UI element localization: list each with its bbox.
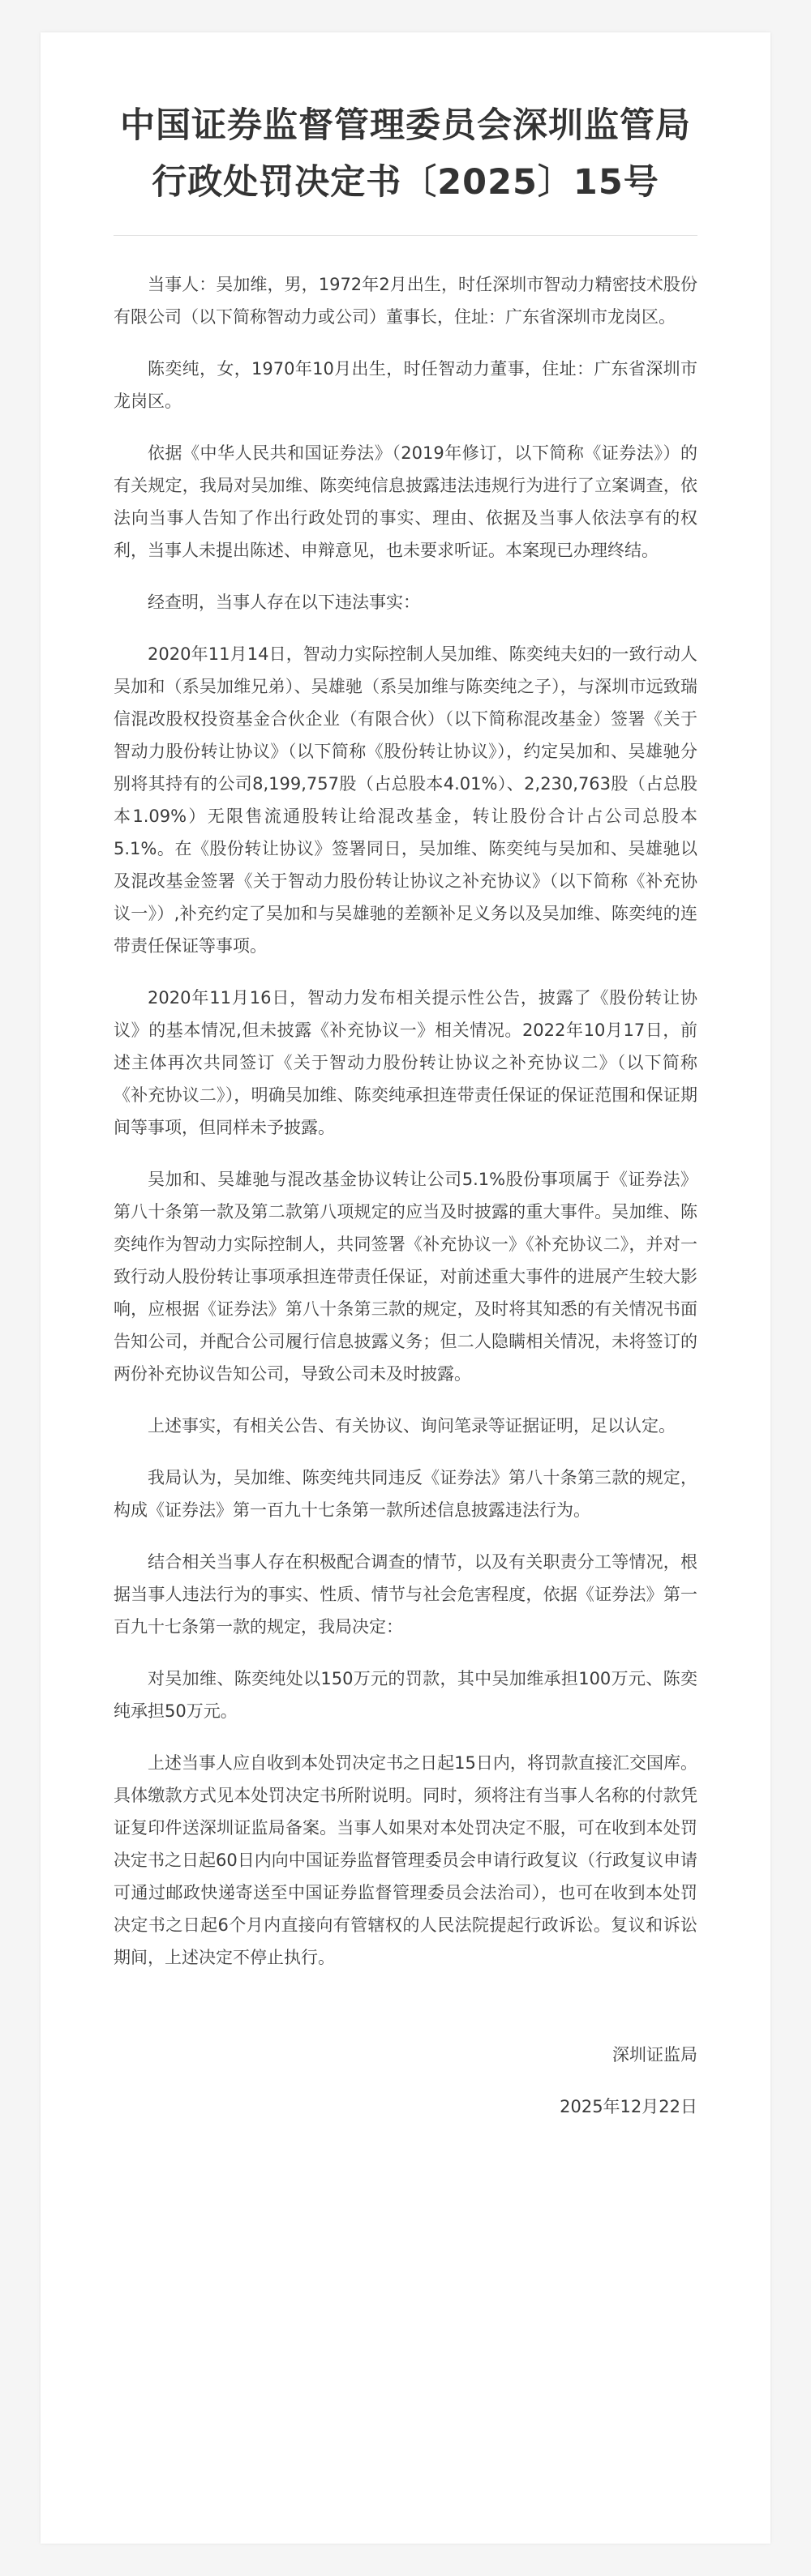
paragraph-decision-basis: 结合相关当事人存在积极配合调查的情节，以及有关职责分工等情况，根据当事人违法行为的事实、性质、情节与社会危害程度，依据《证券法》第一百九十七条第一款的规定，我局决定： bbox=[114, 1552, 697, 1637]
issue-date: 2025年12月22日 bbox=[560, 2097, 697, 2116]
paragraph-fact-1: 2020年11月14日，智动力实际控制人吴加维、陈奕纯夫妇的一致行动人吴加和（系吴加维兄弟）、吴雄驰（系吴加维与陈奕纯之子），与深圳市远致瑞信混改股权投资基金合伙企业（有限合伙）（以下简称混改基金）签署《关于智动力股份转让协议》（以下简称《股份转让协议》），约定吴加和、吴雄驰分别将其持有的公司8,199,757股（占总股本4.01%）、2,230,763股（占总股本1.09%）无限售流通股转让给混改基金，转让股份合计占公司总股本5.1%。在《股份转让协议》签署同日，吴加维、陈奕纯与吴加和、吴雄驰以及混改基金签署《关于智动力股份转让协议之补充协议》（以下简称《补充协议一》）,补充约定了吴加和与吴雄驰的差额补足义务以及吴加维、陈奕纯的连带责任保证等事项。 bbox=[114, 644, 697, 956]
paragraph-payment-and-appeal: 上述当事人应自收到本处罚决定书之日起15日内，将罚款直接汇交国库。具体缴款方式见本处罚决定书所附说明。同时，须将注有当事人名称的付款凭证复印件送深圳证监局备案。当事人如果对本处罚决定不服，可在收到本处罚决定书之日起60日内向中国证券监督管理委员会申请行政复议（行政复议申请可通过邮政快递寄送至中国证券监督管理委员会法治司），也可在收到本处罚决定书之日起6个月内直接向有管辖权的人民法院提起行政诉讼。复议和诉讼期间，上述决定不停止执行。 bbox=[114, 1753, 697, 1967]
paragraph-findings-intro: 经查明，当事人存在以下违法事实： bbox=[148, 593, 420, 612]
paragraph-evidence: 上述事实，有相关公告、有关协议、询问笔录等证据证明，足以认定。 bbox=[148, 1416, 676, 1436]
title-divider bbox=[114, 235, 697, 236]
paragraph-opinion: 我局认为，吴加维、陈奕纯共同违反《证券法》第八十条第三款的规定，构成《证券法》第一百九十七条第一款所述信息披露违法行为。 bbox=[114, 1468, 697, 1520]
issuer-signature: 深圳证监局 bbox=[612, 2045, 697, 2065]
title-line-1: 中国证券监督管理委员会深圳监管局 bbox=[120, 105, 691, 146]
paragraph-party-1: 当事人：吴加维，男，1972年2月出生，时任深圳市智动力精密技术股份有限公司（以下简称智动力或公司）董事长，住址：广东省深圳市龙岗区。 bbox=[114, 275, 697, 327]
paragraph-fact-3: 吴加和、吴雄驰与混改基金协议转让公司5.1%股份事项属于《证券法》第八十条第一款及第二款第八项规定的应当及时披露的重大事件。吴加维、陈奕纯作为智动力实际控制人，共同签署《补充协议一》《补充协议二》，并对一致行动人股份转让事项承担连带责任保证，对前述重大事件的进展产生较大影响，应根据《证券法》第八十条第三款的规定，及时将其知悉的有关情况书面告知公司，并配合公司履行信息披露义务；但二人隐瞒相关情况，未将签订的两份补充协议告知公司，导致公司未及时披露。 bbox=[114, 1170, 697, 1384]
document-title bbox=[114, 97, 697, 211]
title-line-2: 行政处罚决定书〔2025〕15号 bbox=[152, 162, 659, 203]
paragraph-fact-2: 2020年11月16日，智动力发布相关提示性公告，披露了《股份转让协议》的基本情况,但未披露《补充协议一》相关情况。2022年10月17日，前述主体再次共同签订《关于智动力股份转让协议之补充协议二》（以下简称《补充协议二》），明确吴加维、陈奕纯承担连带责任保证的保证范围和保证期间等事项，但同样未予披露。 bbox=[114, 988, 697, 1137]
paragraph-basis: 依据《中华人民共和国证券法》（2019年修订，以下简称《证券法》）的有关规定，我局对吴加维、陈奕纯信息披露违法违规行为进行了立案调查，依法向当事人告知了作出行政处罚的事实、理由、依据及当事人依法享有的权利，当事人未提出陈述、申辩意见，也未要求听证。本案现已办理终结。 bbox=[114, 443, 697, 560]
document-page bbox=[41, 32, 770, 2544]
document-body bbox=[114, 268, 697, 1974]
paragraph-party-2: 陈奕纯，女，1970年10月出生，时任智动力董事，住址：广东省深圳市龙岗区。 bbox=[114, 359, 697, 411]
paragraph-penalty: 对吴加维、陈奕纯处以150万元的罚款，其中吴加维承担100万元、陈奕纯承担50万元。 bbox=[114, 1669, 697, 1721]
